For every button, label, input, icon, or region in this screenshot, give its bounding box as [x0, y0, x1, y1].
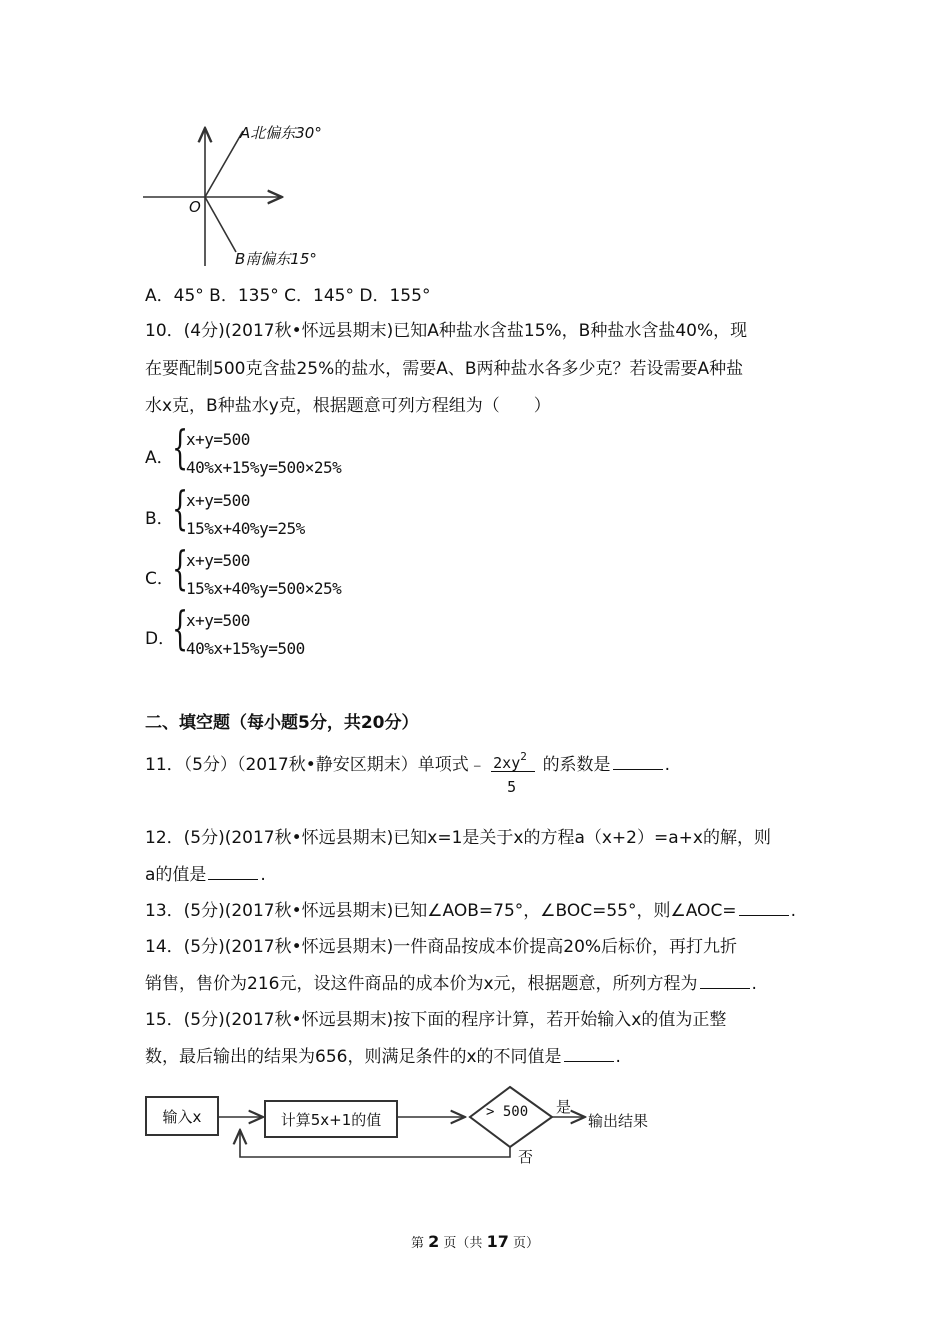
- label-b: B南偏东15°: [235, 250, 317, 268]
- section2-title: 二、填空题（每小题5分，共20分）: [145, 713, 419, 733]
- brace-icon: {: [172, 481, 189, 535]
- q13-line: 13．(5分)(2017秋•怀远县期末)已知∠AOB=75°，∠BOC=55°，则∠AOC= .: [145, 901, 796, 921]
- brace-icon: {: [172, 601, 189, 655]
- flowchart-input-box: 输入x: [145, 1096, 219, 1136]
- q11-answer-blank: [613, 755, 663, 770]
- q10-option-c-label: C．: [145, 569, 174, 589]
- q15-line2: 数，最后输出的结果为656，则满足条件的x的不同值是 .: [145, 1047, 621, 1067]
- q11-numerator: $2xy^2$: [493, 750, 527, 772]
- q10-option-d-eq1: x+y=500: [186, 611, 250, 630]
- flowchart-condition-label: > 500: [486, 1104, 529, 1120]
- q10-option-d-label: D．: [145, 629, 176, 649]
- ray-oa: [205, 131, 243, 197]
- q10-option-b-eq2: 15%x+40%y=25%: [186, 519, 305, 538]
- q12-line1: 12．(5分)(2017秋•怀远县期末)已知x=1是关于x的方程a（x+2）=a+x的解，则: [145, 828, 771, 848]
- label-o: O: [189, 198, 201, 216]
- brace-icon: {: [172, 420, 189, 474]
- page-footer: 第 2 页（共 17 页）: [410, 1232, 539, 1251]
- q10-option-c-eq2: 15%x+40%y=500×25%: [186, 579, 342, 598]
- q10-line1: 10．(4分)(2017秋•怀远县期末)已知A种盐水含盐15%，B种盐水含盐40%，现: [145, 321, 748, 341]
- q11-suffix: 的系数是: [542, 755, 611, 775]
- footer-total-pages: 17: [486, 1232, 509, 1251]
- q9-options: A．45° B．135° C．145° D．155°: [145, 286, 431, 306]
- q14-line1: 14．(5分)(2017秋•怀远县期末)一件商品按成本价提高20%后标价，再打九折: [145, 937, 738, 957]
- q11-prefix: 11．（5分）（2017秋•静安区期末）单项式﹣: [145, 755, 486, 775]
- q14-line2: 销售，售价为216元，设这件商品的成本价为x元，根据题意，所列方程为 .: [145, 974, 757, 994]
- q10-option-b-label: B．: [145, 509, 174, 529]
- q11-line: 11．（5分）（2017秋•静安区期末）单项式﹣ $\frac{2xy^2}{5}$ 的系数是 .: [145, 750, 670, 796]
- label-a: A北偏东30°: [240, 124, 322, 142]
- q10-option-a-eq2: 40%x+15%y=500×25%: [186, 458, 342, 477]
- flowchart-yes-label: 是: [556, 1098, 572, 1116]
- footer-page-number: 2: [428, 1232, 440, 1251]
- q10-option-a-label: A．: [145, 448, 174, 468]
- q15-line1: 15．(5分)(2017秋•怀远县期末)按下面的程序计算，若开始输入x的值为正整: [145, 1010, 727, 1030]
- q11-exponent: 2: [520, 750, 527, 763]
- q13-answer-blank: [739, 901, 789, 916]
- q12-line2: a的值是 .: [145, 865, 266, 885]
- q11-denominator: 5: [507, 778, 517, 796]
- q11-fraction: [491, 750, 537, 796]
- q10-option-a-eq1: x+y=500: [186, 430, 250, 449]
- q10-line2: 在要配制500克含盐25%的盐水，需要A、B两种盐水各多少克？若设需要A种盐: [145, 359, 744, 379]
- q14-answer-blank: [700, 974, 750, 989]
- flowchart-compute-box: 计算5x+1的值: [264, 1100, 398, 1138]
- flowchart-output-label: 输出结果: [588, 1112, 649, 1130]
- q10-option-d-eq2: 40%x+15%y=500: [186, 639, 305, 658]
- q15-answer-blank: [564, 1047, 614, 1062]
- flowchart-no-label: 否: [518, 1148, 534, 1166]
- q12-answer-blank: [208, 865, 258, 880]
- brace-icon: {: [172, 541, 189, 595]
- q10-option-c-eq1: x+y=500: [186, 551, 250, 570]
- q10-option-b-eq1: x+y=500: [186, 491, 250, 510]
- q10-line3: 水x克，B种盐水y克，根据题意可列方程组为（ ）: [145, 396, 551, 416]
- q11-fraction-bar: [491, 771, 535, 772]
- ray-ob: [205, 197, 236, 252]
